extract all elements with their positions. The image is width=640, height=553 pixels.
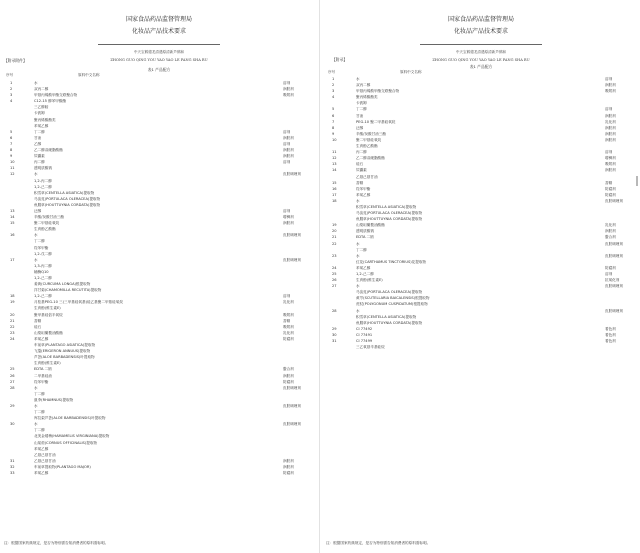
ingredient-name: 双丙二醇 [34,87,49,92]
ingredient-function: 皮肤调理剂 [283,385,301,390]
row-number: 20 [332,229,337,234]
table-row [0,470,318,476]
agency-name: 国家食品药品监督管理局 [447,16,514,23]
ingredient-function: 着色剂 [605,332,616,337]
ingredient-name: 1,2-己二醇 [356,272,374,276]
ingredient-function: 防腐剂 [283,379,294,384]
ingredient-name: 1,2-己二醇 [34,294,52,299]
ingredient-name: 硅石 [356,162,364,167]
row-number: 23 [10,330,15,335]
ingredient-name: 马齿苋(PORTULACA OLERACEA)提取物 [356,290,423,295]
ingredient-name: 乙二醇双硬脂酸酯 [356,156,385,161]
ingredient-function: 溶剂 [283,208,291,213]
ingredient-name: 丁二醇 [356,247,367,252]
ingredient-name: 鼠李(RHAMNUS)提取物 [34,397,74,402]
ingredient-name: 苯氧乙醇 [34,336,49,341]
ingredient-name: 苯氧乙醇 [34,123,49,128]
row-number: 28 [332,308,337,313]
ingredient-name: 乙基己基甘油 [34,458,56,463]
ingredient-name: 车前草(PLANTAGO ASIATICA)提取物 [34,343,96,348]
appendix-label: 【附录】 [332,57,348,62]
row-number: 8 [332,125,335,130]
row-number: 19 [332,223,337,228]
ingredient-name: 尿囊素 [34,154,45,159]
ingredient-function: 乳化剂 [605,119,616,124]
ingredient-name: 水 [34,385,38,390]
footnote: 注：根据国家药典规定，是否为特别需告知消费者的原料需标明。 [326,541,431,545]
row-number: 3 [10,93,13,98]
ingredient-function: 溶剂 [283,294,291,299]
ingredient-name: 乙醇 [34,141,42,146]
ingredient-name: 积雪草(CENTELLA ASIATICA)提取物 [356,204,417,209]
row-number: 11 [10,166,15,171]
ingredient-function: 吸附剂 [605,89,616,94]
ingredient-name: 辛酸/癸酸甘油三酯 [356,131,386,136]
ingredient-name: 透明质酸钠 [356,229,374,234]
ingredient-function: 润肤剂 [283,87,294,92]
row-number: 7 [10,141,13,146]
row-number: 12 [10,172,15,177]
row-number: 31 [10,458,15,463]
ingredient-name: C12-15 醇苯甲酸酯 [34,99,67,104]
row-number: 10 [10,160,15,165]
ingredient-name: 鱼腥草(HOUTTUYNIA CORDATA)提取物 [34,202,101,207]
row-number: 17 [10,257,15,262]
ingredient-function: 皮肤调理剂 [605,308,623,313]
ingredient-name: 三乙氧基辛基硅烷 [356,345,385,350]
ingredient-name: 车前草提取物(PLANTAGO MAJOR) [34,464,91,469]
ingredient-name: 马齿苋(PORTULACA OLERACEA)提取物 [34,196,101,201]
ingredient-function: 防腐剂 [605,186,616,191]
ingredient-table [0,80,318,476]
ingredient-name: 积雪草(CENTELLA ASIATICA)提取物 [356,314,417,319]
ingredient-function: 吸附剂 [605,162,616,167]
row-number: 7 [332,119,335,124]
ingredient-name: 水 [34,422,38,427]
row-number: 8 [10,148,13,153]
ingredient-name: 山梨坦橄榄油酸酯 [34,330,63,335]
row-number: 18 [10,294,15,299]
ingredient-name: 甘油 [356,113,364,118]
ingredient-function: 润肤剂 [283,373,294,378]
ingredient-function: 乳化剂 [283,330,294,335]
ingredient-function: 溶剂 [605,107,613,112]
ingredient-name: 聚二甲基硅氧烷 [356,137,382,142]
ingredient-name: 鱼腥草(HOUTTUYNIA CORDATA)提取物 [356,320,423,325]
ingredient-name: 姜黄(CURCUMA LONGA)根提取物 [34,282,91,287]
ingredient-name: 1,2-己二醇 [34,184,52,189]
ingredient-function: 润肤剂 [283,148,294,153]
agency-name: 国家食品药品监督管理局 [125,16,192,23]
ingredient-name: 库拉索芦荟(ALOE BARBADENSIS)叶提取物 [34,416,106,421]
ingredient-name: CI 77491 [356,332,373,337]
row-number: 3 [332,89,335,94]
ingredient-function: 皮肤调理剂 [283,172,301,177]
row-number: 1 [10,81,13,85]
ingredient-name: 丁二醇 [356,107,367,112]
row-number: 11 [332,150,337,155]
ingredient-function: 润肤剂 [283,154,294,159]
row-number: 1 [332,77,335,81]
ingredient-name: 乙基己基甘油 [34,452,56,457]
ingredient-name: 芦荟(ALOE BARBADENSIS)叶提取物 [34,355,95,360]
ingredient-name: 泛醇 [34,208,42,213]
row-number: 25 [332,272,337,276]
ingredient-name: 水 [356,241,360,246]
product-pinyin: ZHONG GUO QING YOU YAO YAO LE PANG SHA RU [110,58,208,62]
ingredient-function: 螯合剂 [283,367,294,372]
row-number: 6 [10,135,13,140]
ingredient-function: 溶剂 [283,141,291,146]
row-number: 14 [332,168,337,173]
ingredient-name: 卡波姆 [356,101,367,106]
document-title: 化妆品产品技术要求 [131,28,186,35]
row-number: 5 [332,107,335,112]
ingredient-function: 润肤剂 [605,125,616,130]
row-number: 4 [332,95,335,100]
ingredient-name: 水 [356,284,360,289]
ingredient-name: 1,2-丙二醇 [34,178,52,183]
scrollbar-thumb[interactable] [636,176,638,186]
row-number: 27 [10,379,15,384]
ingredient-name: EDTA 二钠 [356,235,374,240]
ingredient-name: 生育酚(维生素E) [356,278,383,283]
ingredient-name: 硅石 [34,324,42,329]
ingredient-function: 润肤剂 [283,135,294,140]
row-number: 26 [332,278,337,283]
ingredient-name: 苯氧乙醇 [34,446,49,451]
ingredient-name: 鱼腥草(HOUTTUYNIA CORDATA)提取物 [356,217,423,222]
footnote: 注：根据国家药典规定，是否为特别需告知消费者的原料需标明。 [4,541,109,545]
ingredient-name: 生育酚(维生素E) [34,361,61,366]
ingredient-function: 抗氧化剂 [605,278,620,283]
ingredient-name: 水 [34,172,38,177]
row-number: 2 [10,87,13,92]
row-number: 29 [10,403,15,408]
ingredient-function: 皮肤调理剂 [605,198,623,203]
ingredient-function: 乳化剂 [283,300,294,305]
ingredient-function: 吸附剂 [283,324,294,329]
ingredient-name: 水 [34,233,38,238]
ingredient-name: 香精 [356,180,364,185]
ingredient-name: EDTA 二钠 [34,367,52,372]
row-number: 9 [332,131,335,136]
row-number: 6 [332,113,335,118]
ingredient-name: 丁二醇 [34,129,45,134]
ingredient-name: 甘油 [34,135,42,140]
ingredient-function: 皮肤调理剂 [283,233,301,238]
product-pinyin: ZHONG GUO QING YOU YAO YAO LE PANG SHA RU [432,58,530,62]
ingredient-name: 1,2-己二醇 [34,276,52,280]
page-divider [319,0,320,553]
ingredient-name: 丁二醇 [34,391,45,396]
ingredient-name: 苯氧乙醇 [356,192,371,197]
ingredient-name: 甲基丙烯酸甲酯交联聚合物 [34,93,78,98]
ingredient-function: 增稠剂 [283,215,294,220]
table-title: 表1 产品配方 [469,64,493,69]
ingredient-name: 香精 [34,318,42,323]
ingredient-function: 溶剂 [605,150,613,155]
row-number: 32 [10,464,15,469]
ingredient-name: 丙二醇 [34,160,45,165]
ingredient-name: 飞蓬(ERIGERON ANNUUS)提取物 [34,349,91,354]
row-number: 13 [10,208,15,213]
ingredient-function: 溶剂 [605,272,613,276]
row-number: 12 [332,156,337,161]
ingredient-name: 甲基丙烯酸甲酯交联聚合物 [356,89,400,94]
row-number: 19 [10,300,15,305]
row-number: 2 [332,83,335,88]
row-number: 22 [332,241,337,246]
row-number: 16 [332,186,337,191]
row-number: 28 [10,385,15,390]
ingredient-name: 泛醇 [356,125,364,130]
ingredient-name: 山梨坦橄榄油酸酯 [356,223,385,228]
document-header [322,14,640,62]
ingredient-function: 润肤剂 [605,229,616,234]
ingredient-name: 月桂基PEG-10 三(三甲基硅氧基)硅乙基聚二甲基硅氧烷 [34,300,123,305]
ingredient-name: 羟苯甲酯 [356,186,371,191]
ingredient-name: 水 [34,403,38,408]
row-number: 21 [332,235,337,240]
ingredient-name: 北美金缕梅(HAMAMELIS VIRGINIANA)提取物 [34,434,110,439]
row-number: 14 [10,215,15,220]
ingredient-name: 水 [356,77,360,81]
ingredient-name: 双丙二醇 [356,83,371,88]
ingredient-name: 洋甘菊(CHAMOMILLA RECUTITA)提取物 [34,288,102,293]
document-page-right [322,0,640,553]
ingredient-name: 红花(CARTHAMUS TINCTORIUS)花提取物 [356,259,427,264]
ingredient-function: 防腐剂 [283,471,294,475]
row-number: 9 [10,154,13,159]
ingredient-function: 皮肤调理剂 [283,422,301,427]
ingredient-function: 皮肤调理剂 [283,403,301,408]
ingredient-name: 苯氧乙醇 [34,471,49,475]
ingredient-name: 山茱萸(CORNUS OFFICINALIS)提取物 [34,440,98,445]
table-title: 表1 产品配方 [147,67,171,72]
row-number: 26 [10,373,15,378]
ingredient-function: 增稠剂 [605,156,616,161]
ingredient-function: 香精 [283,318,291,323]
row-number: 20 [10,312,15,317]
ingredient-name: 水 [356,253,360,258]
row-number: 10 [332,137,337,142]
ingredient-function: 吸附剂 [283,312,294,317]
ingredient-name: 羟苯甲酯 [34,379,49,384]
ingredient-name: 水 [356,308,360,313]
ingredient-name: 丙二醇 [356,150,367,155]
ingredient-function: 润肤剂 [605,131,616,136]
ingredient-name: 黄芩(SCUTELLARIA BAICALENSIS)根提取物 [356,296,430,301]
table-header [0,73,318,79]
ingredient-function: 润肤剂 [283,221,294,226]
ingredient-name: 苯氧乙醇 [356,265,371,270]
ingredient-function: 乳化剂 [605,223,616,228]
row-number: 30 [332,332,337,337]
ingredient-name: 水 [34,257,38,262]
appendix-label: 【附录附件】 [4,58,27,63]
document-page-left [0,0,318,553]
row-number: 21 [10,318,15,323]
row-number: 33 [10,471,15,475]
row-number: 17 [332,192,337,197]
ingredient-name: 三乙醇胺 [34,105,49,110]
product-name: 中天宝鹤德龙清遇原清新芦鹤和 [455,50,507,54]
ingredient-name: 辅酶Q10 [34,269,49,274]
row-number: 29 [332,326,337,331]
ingredient-name: 生育酚乙酸酯 [356,144,378,149]
ingredient-function: 皮肤调理剂 [283,257,301,262]
ingredient-function: 螯合剂 [605,235,616,240]
ingredient-name: 辛酸/癸酸甘油三酯 [34,215,64,220]
ingredient-function: 溶剂 [283,81,291,85]
ingredient-name: 二甲基硅油 [34,373,52,378]
row-number: 16 [10,233,15,238]
ingredient-name: 乙二醇双硬脂酸酯 [34,148,63,153]
ingredient-name: 卡波姆 [34,111,45,116]
row-number: 4 [10,99,13,104]
header-rule [98,44,220,45]
row-number: 15 [332,180,337,185]
ingredient-name: 聚甲基硅倍半氧烷 [34,312,63,317]
ingredient-name: 丁二醇 [34,239,45,244]
ingredient-name: 丁二醇 [34,428,45,433]
ingredient-function: 着色剂 [605,326,616,331]
ingredient-name: 乙基己基甘油 [356,174,378,179]
ingredient-name: 羟苯甲酯 [34,245,49,250]
ingredient-name: PEG-10 聚二甲基硅氧烷 [356,119,396,124]
ingredient-function: 吸附剂 [283,93,294,98]
ingredient-function: 皮肤调理剂 [605,253,623,258]
ingredient-function: 润肤剂 [605,113,616,118]
ingredient-name: 丁二醇 [34,410,45,415]
ingredient-function: 溶剂 [605,77,613,81]
row-number: 13 [332,162,337,167]
ingredient-function: 溶剂 [283,129,291,134]
ingredient-function: 皮肤调理剂 [605,284,623,289]
column-header-name: 原料中文名称 [400,70,422,74]
ingredient-name: 水 [356,198,360,203]
ingredient-function: 润肤剂 [283,464,294,469]
ingredient-name: CI 77499 [356,339,373,344]
document-header [0,14,318,62]
ingredient-name: 积雪草(CENTELLA ASIATICA)提取物 [34,190,95,195]
ingredient-function: 润肤剂 [605,137,616,142]
product-name: 中天宝鹤德龙清遇原清新芦鹤和 [133,50,185,54]
column-header-name: 原料中文名称 [78,73,100,77]
column-header-no: 序号 [328,70,336,74]
ingredient-function: 香精 [605,180,613,185]
row-number: 30 [10,422,15,427]
ingredient-function: 着色剂 [605,339,616,344]
ingredient-name: 生育酚乙酸酯 [34,227,56,232]
ingredient-name: 聚二甲基硅氧烷 [34,221,60,226]
header-rule [420,44,542,45]
ingredient-name: 1,3-丙二醇 [34,263,52,268]
ingredient-name: 1,2-戊二醇 [34,251,52,256]
row-number: 27 [332,284,337,289]
ingredient-name: 聚丙烯酸酯类 [34,117,56,122]
row-number: 5 [10,129,13,134]
ingredient-function: 润肤剂 [283,458,294,463]
ingredient-table [322,76,640,350]
row-number: 15 [10,221,15,226]
row-number: 22 [10,324,15,329]
row-number: 18 [332,198,337,203]
row-number: 23 [332,253,337,258]
ingredient-name: 尿囊素 [356,168,367,173]
ingredient-function: 溶剂 [283,160,291,165]
ingredient-name: 透明质酸钠 [34,166,52,171]
ingredient-name: 水 [34,81,38,85]
table-row [322,344,640,350]
row-number: 24 [332,265,337,270]
ingredient-name: CI 77492 [356,326,373,331]
ingredient-function: 防腐剂 [605,192,616,197]
ingredient-function: 润肤剂 [605,83,616,88]
ingredient-function: 防腐剂 [283,336,294,341]
ingredient-name: 虎杖(POLYGONUM CUSPIDATUM)根提取物 [356,302,428,307]
row-number: 31 [332,339,337,344]
ingredient-name: 生育酚(维生素E) [34,306,61,311]
ingredient-function: 润肤剂 [605,168,616,173]
row-number: 25 [10,367,15,372]
ingredient-function: 皮肤调理剂 [605,241,623,246]
row-number: 24 [10,336,15,341]
ingredient-name: 马齿苋(PORTULACA OLERACEA)提取物 [356,211,423,216]
ingredient-function: 防腐剂 [605,265,616,270]
document-title: 化妆品产品技术要求 [453,28,508,35]
column-header-no: 序号 [6,73,14,77]
ingredient-name: 聚丙烯酸酯类 [356,95,378,100]
